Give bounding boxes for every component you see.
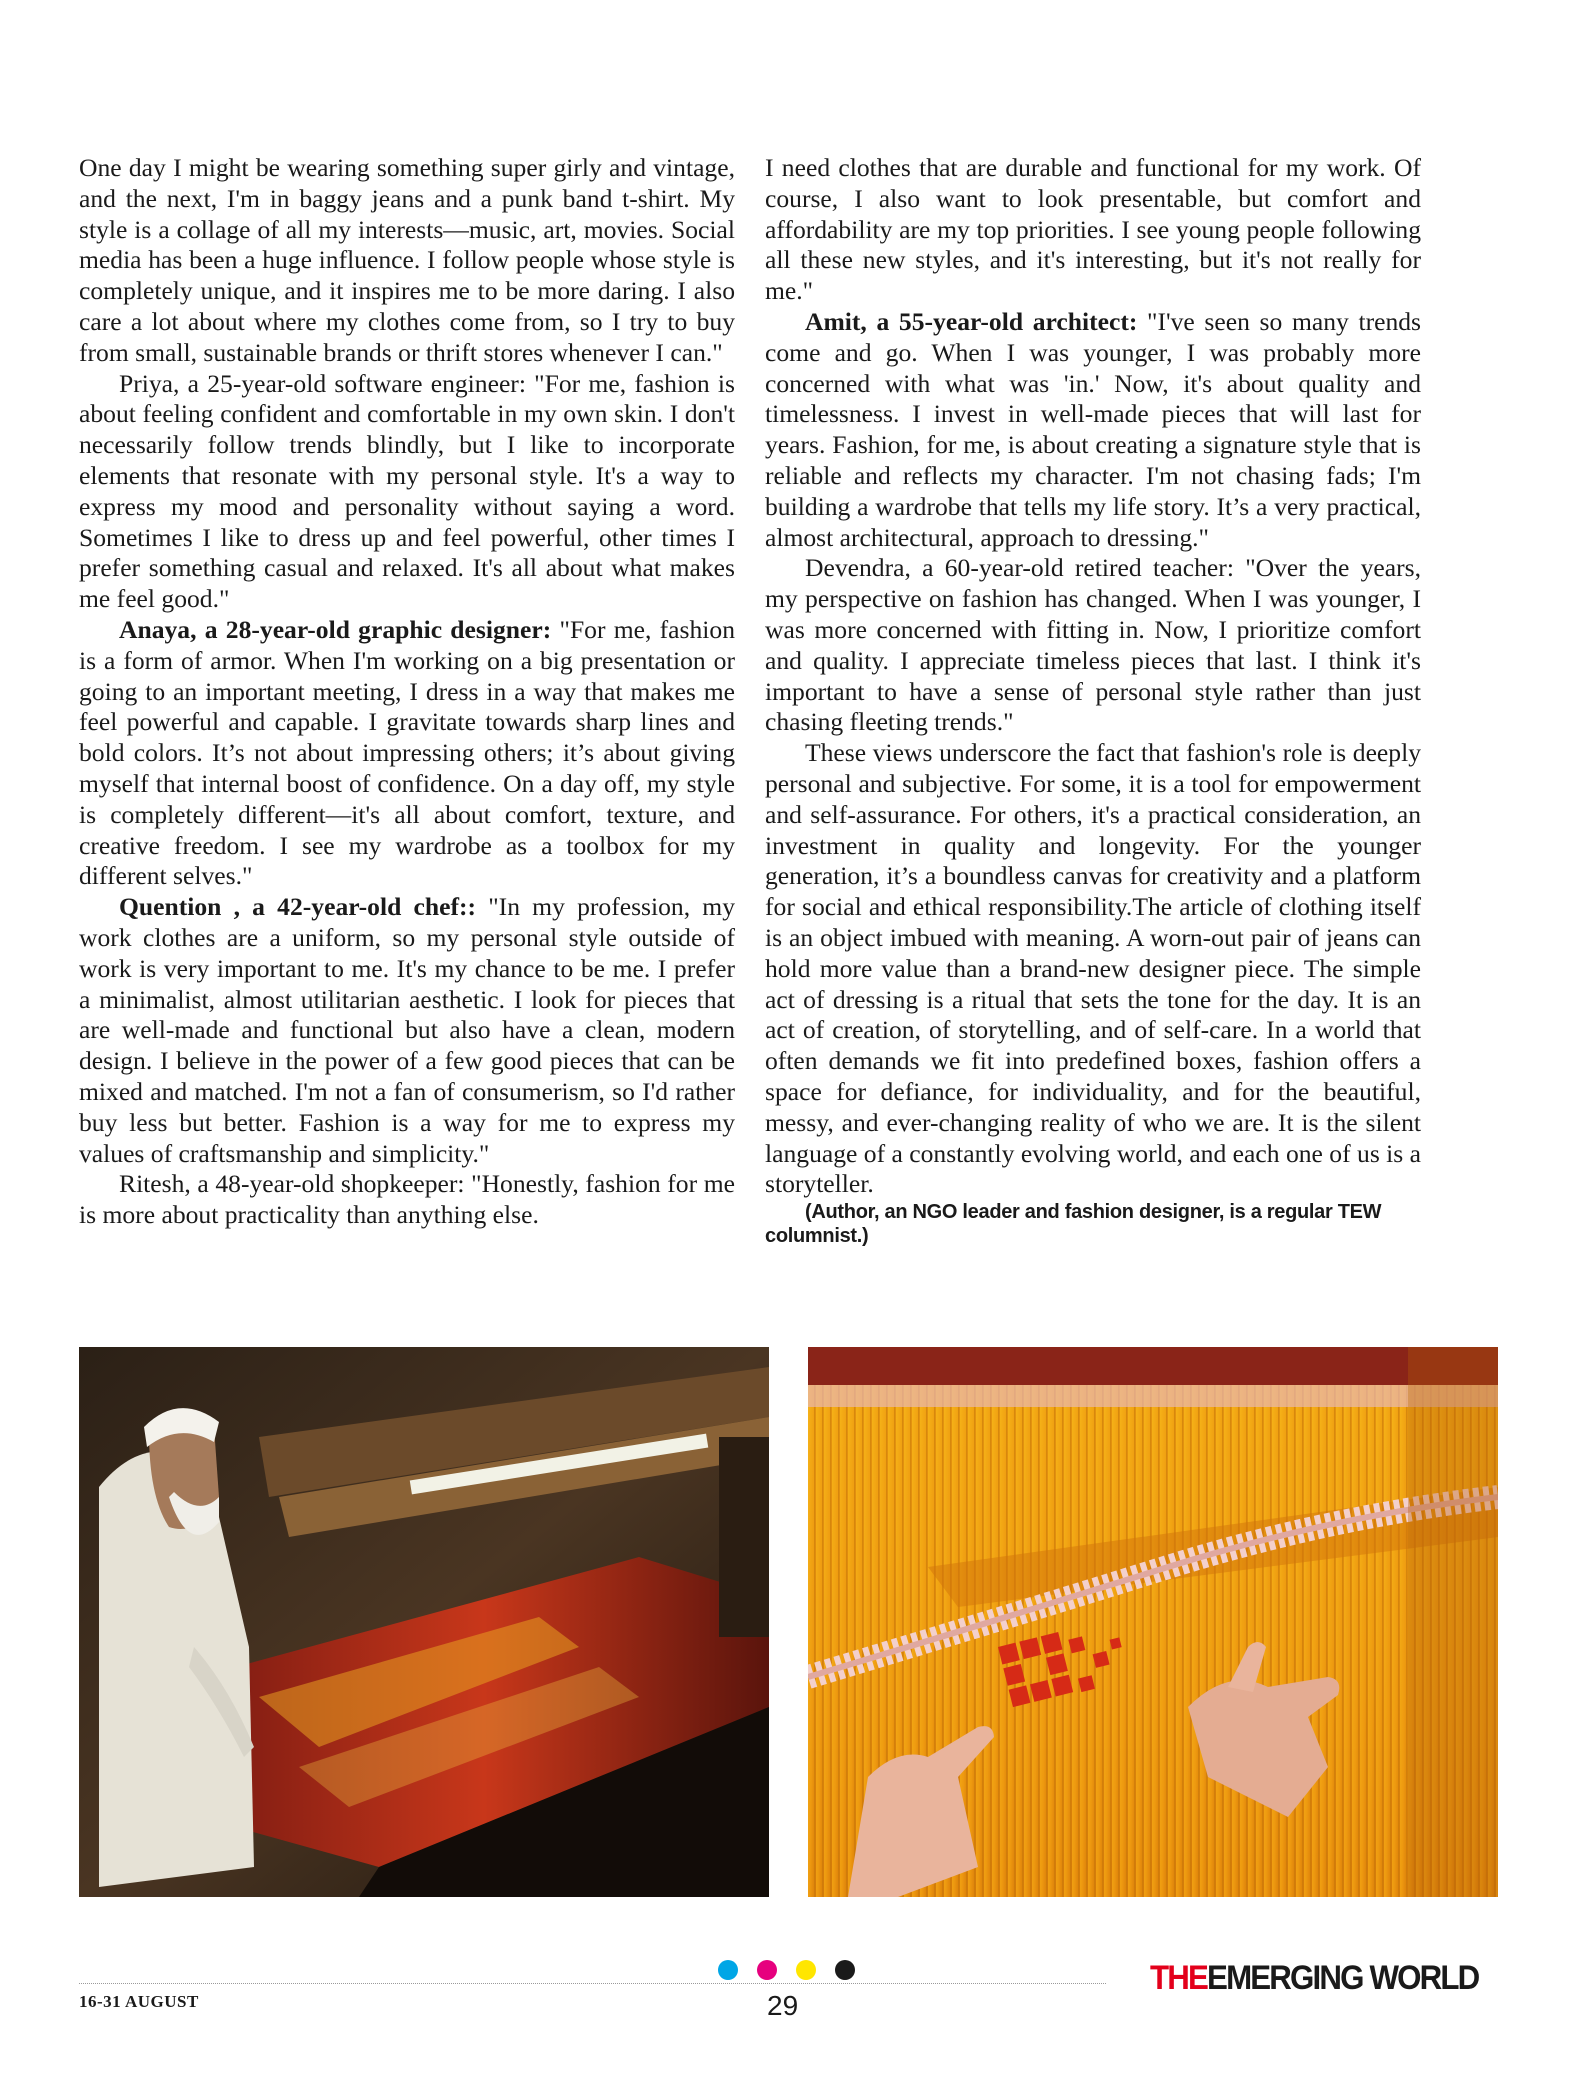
article-column-right (765, 153, 1421, 1248)
weaver-loom-photo (79, 1347, 769, 1897)
article-paragraph (79, 153, 735, 369)
weaver-loom-image (79, 1347, 769, 1897)
speaker-lead: Amit, a 55-year-old architect: (805, 306, 1138, 336)
paragraph-text: Devendra, a 60-year-old retired teacher: "Over the years, my perspective on fashion has changed. When I was younger, I was more concerned with fitting in. Now, I prioritize comfort and quality. I appreciate timeless pieces that last. I think it's important to have a sense of personal style rather than just chasing fleeting trends." (765, 553, 1421, 737)
paragraph-text: "For me, fashion is a form of armor. When I'm working on a big presentation or going to an important meeting, I dress in a way that makes me feel powerful and capable. I gravitate towards sharp lines and bold colors. It’s not about impressing others; it’s about giving myself that internal boost of confidence. On a day off, my style is completely different—it's all about comfort, texture, and creative freedom. I see my wardrobe as a toolbox for my different selves." (79, 614, 735, 891)
issue-date: 16-31 AUGUST (79, 1992, 199, 2011)
article-paragraph (79, 369, 735, 615)
article-paragraph (765, 738, 1421, 1200)
article-paragraph (79, 1169, 735, 1231)
hands-weaving-photo (808, 1347, 1498, 1897)
masthead-name: EMERGING WORLD (1207, 1959, 1479, 1997)
hands-weaving-image (808, 1347, 1498, 1897)
registration-dot (835, 1960, 855, 1980)
paragraph-text: These views underscore the fact that fashion's role is deeply personal and subjective. For some, it is a tool for empowerment and self-assurance. For others, it's a practical consideration, an investment in quality and longevity. For the younger generation, it’s a boundless canvas for creativity and a platform for social and ethical responsibility.The article of clothing itself is an object imbued with meaning. A worn-out pair of jeans can hold more value than a brand-new designer piece. The simple act of dressing is a ritual that sets the tone for the day. It is an act of creation, of storytelling, and of self-care. In a world that often demands we fit into predefined boxes, fashion offers a space for defiance, for individuality, and for the beautiful, messy, and ever-changing reality of who we are. It is the silent language of a constantly evolving world, and each one of us is a storyteller. (765, 738, 1422, 1199)
paragraph-text: I need clothes that are durable and functional for my work. Of course, I also want to look presentable, but comfort and affordability are my top priorities. I see young people following all these new styles, and it's interesting, but it's not really for me." (765, 153, 1421, 306)
article-paragraph (79, 615, 735, 892)
paragraph-text: Priya, a 25-year-old software engineer: "For me, fashion is about feeling confident and comfortable in my own skin. I don't necessarily follow trends blindly, but I like to incorporate elements that resonate with my personal style. It's a way to express my mood and personality without saying a word. Sometimes I like to dress up and feel powerful, other times I prefer something casual and relaxed. It's all about what makes me feel good." (79, 368, 735, 614)
speaker-lead: Quention , a 42-year-old chef:: (119, 892, 477, 922)
registration-dot (796, 1960, 816, 1980)
article-paragraph (765, 553, 1421, 738)
paragraph-text: "I've seen so many trends come and go. When I was younger, I was probably more concerned with what was 'in.' Now, it's about quality and timelessness. I invest in well-made pieces that will last for years. Fashion, for me, is about creating a signature style that is reliable and reflects my character. I'm not chasing fads; I'm building a wardrobe that tells my life story. It’s a very practical, almost architectural, approach to dressing." (765, 306, 1421, 552)
article-paragraph (79, 892, 735, 1169)
footer-divider (79, 1983, 1106, 1984)
paragraph-text: Ritesh, a 48-year-old shopkeeper: "Honestly, fashion for me is more about practicality than anything else. (79, 1169, 735, 1230)
paragraph-text: "In my profession, my work clothes are a uniform, so my personal style outside of work is very important to me. It's my chance to be me. I prefer a minimalist, almost utilitarian aesthetic. I look for pieces that are well-made and functional but also have a clean, modern design. I believe in the power of a few good pieces that can be mixed and matched. I'm not a fan of consumerism, so I'd rather buy less but better. Fashion is a way for me to express my values of craftsmanship and simplicity." (79, 892, 735, 1168)
speaker-lead: Anaya, a 28-year-old graphic designer: (119, 614, 552, 644)
page-number: 29 (767, 1990, 799, 2021)
article-paragraph (765, 307, 1421, 553)
registration-dot (757, 1960, 777, 1980)
article-paragraph (765, 153, 1421, 307)
article-column-left (79, 153, 735, 1231)
masthead-the: THE (1150, 1959, 1208, 1997)
author-note: (Author, an NGO leader and fashion designer, is a regular TEW columnist.) (765, 1201, 1382, 1248)
paragraph-text: One day I might be wearing something super girly and vintage, and the next, I'm in baggy jeans and a punk band t-shirt. My style is a collage of all my interests—music, art, movies. Social media has been a huge influence. I follow people whose style is completely unique, and it inspires me to be more daring. I also care a lot about where my clothes come from, so I try to buy from small, sustainable brands or thrift stores whenever I can." (79, 153, 735, 367)
registration-dot (718, 1960, 738, 1980)
masthead-logo (1150, 1959, 1478, 1998)
registration-marks (718, 1960, 874, 1982)
